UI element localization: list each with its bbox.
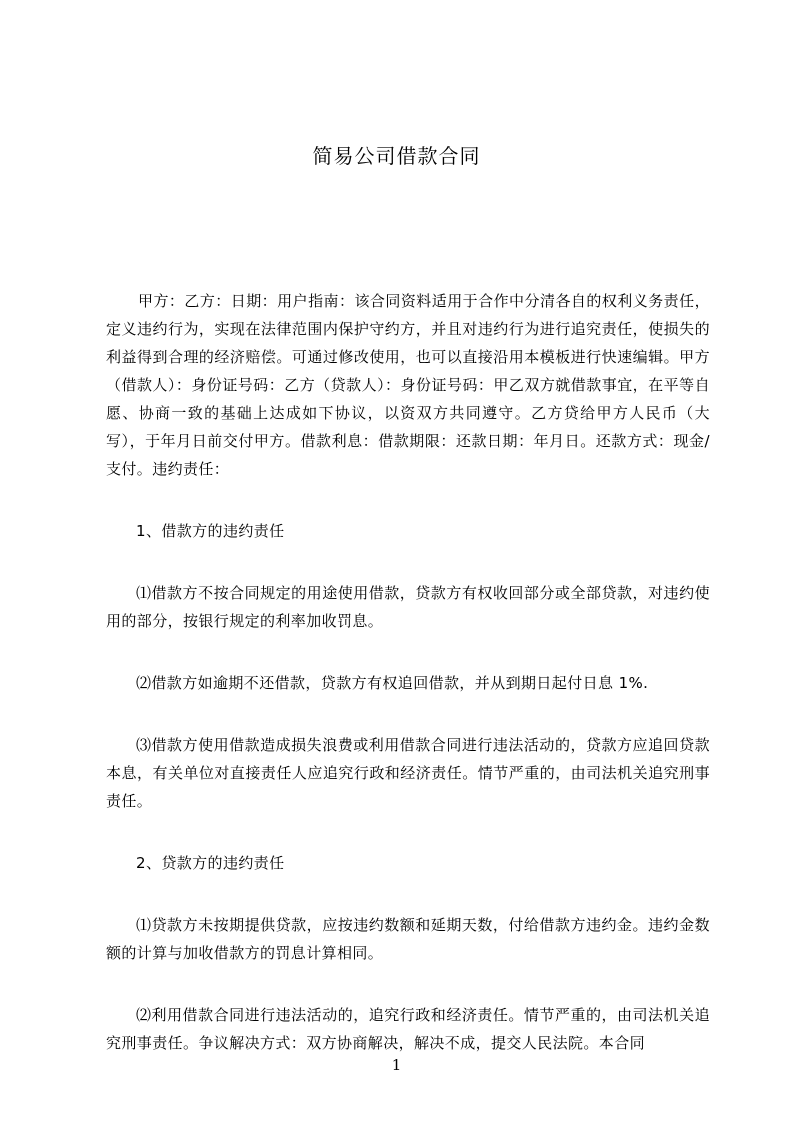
spacer <box>106 697 710 731</box>
spacer <box>106 635 710 669</box>
clause-lender-2: ⑵利用借款合同进行违法活动的，追究行政和经济责任。情节严重的，由司法机关追究刑事责任。争议解决方式：双方协商解决，解决不成，提交人民法院。本合同 <box>106 1006 710 1052</box>
clause-borrower-2: ⑵借款方如逾期不还借款，贷款方有权追回借款，并从到期日起付日息 1%. <box>136 674 649 692</box>
intro-paragraph: 甲方：乙方：日期：用户指南：该合同资料适用于合作中分清各自的权利义务责任，定义违约行为，实现在法律范围内保护守约方，并且对违约行为进行追究责任，使损失的利益得到合理的经济赔偿。可通过修改使用，也可以直接沿用本模板进行快速编辑。甲方（借款人）：身份证号码：乙方（贷款人）：身份证号码：甲乙双方就借款事宜，在平等自愿、协商一致的基础上达成如下协议，以资双方共同遵守。乙方贷给甲方人民币（大写），于年月日前交付甲方。借款利息：借款期限：还款日期：年月日。还款方式：现金/支付。违约责任： <box>106 292 710 478</box>
clause-borrower-3: ⑶借款方使用借款造成损失浪费或利用借款合同进行违法活动的，贷款方应追回贷款本息，有关单位对直接责任人应追究行政和经济责任。情节严重的，由司法机关追究刑事责任。 <box>106 736 710 810</box>
section-heading-lender: 2、贷款方的违约责任 <box>136 854 285 872</box>
spacer <box>106 483 710 517</box>
document-title: 简易公司借款合同 <box>312 144 481 168</box>
section-heading-borrower: 1、借款方的违约责任 <box>136 522 285 540</box>
spacer <box>106 545 710 579</box>
page-number: 1 <box>391 1056 402 1074</box>
spacer <box>106 877 710 911</box>
clause-lender-1: ⑴贷款方未按期提供贷款，应按违约数额和延期天数，付给借款方违约金。违约金数额的计算与加收借款方的罚息计算相同。 <box>106 916 710 962</box>
clause-borrower-1: ⑴借款方不按合同规定的用途使用借款，贷款方有权收回部分或全部贷款，对违约使用的部分，按银行规定的利率加收罚息。 <box>106 584 710 630</box>
spacer <box>106 815 710 849</box>
contract-body <box>106 287 710 1057</box>
spacer <box>106 967 710 1001</box>
